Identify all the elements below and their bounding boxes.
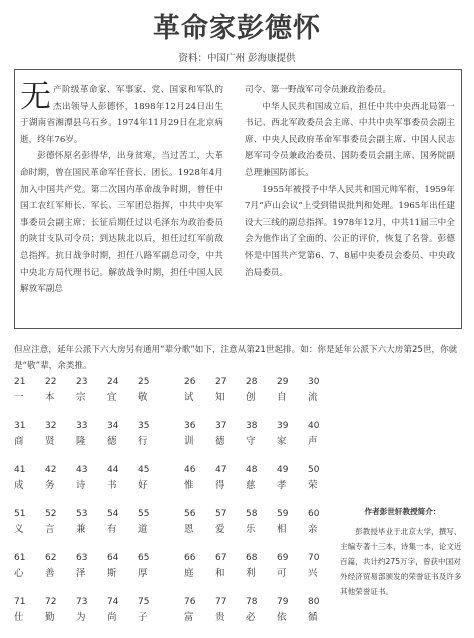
biography-left-column [20, 79, 223, 298]
generation-cell [246, 509, 277, 535]
generation-cell [76, 377, 107, 403]
generation-character: 子 [138, 612, 148, 623]
generation-number: 29 [277, 377, 289, 387]
generation-cell [107, 597, 138, 623]
generation-cell [76, 553, 107, 579]
generation-cell [45, 597, 76, 623]
generation-character: 声 [308, 436, 318, 447]
generation-number: 25 [138, 377, 150, 387]
generation-character: 本 [45, 392, 55, 403]
generation-cell [14, 421, 45, 447]
generation-character: 富 [184, 612, 194, 623]
generation-number: 38 [246, 421, 258, 431]
generation-number: 61 [14, 553, 26, 563]
generation-character: 善 [45, 568, 55, 579]
author-bio-heading: 作者彭世轩教授简介： [364, 507, 441, 516]
biography-paragraph: 司令、第一野战军司令员兼政治委员。 [245, 85, 392, 95]
generation-number: 42 [45, 465, 57, 475]
generation-character: 务 [45, 480, 55, 491]
generation-character: 和 [215, 568, 225, 579]
generation-cell [246, 465, 277, 491]
generation-row [14, 377, 169, 404]
generation-character: 斯 [107, 568, 117, 579]
generation-character: 惟 [184, 480, 194, 491]
biography-paragraph: 中华人民共和国成立后，担任中共中央西北局第一书记、西北军政委员会主席、中共中央军事委员会副主席、中央人民政府革命军事委员会副主席、中国人民志愿军司令员兼政治委员、国防委员会副主席、国务院副总理兼国防部长。 [245, 101, 455, 178]
generation-cell [76, 465, 107, 491]
generation-number: 63 [76, 553, 88, 563]
generation-character: 德 [107, 436, 117, 447]
generation-row [14, 553, 169, 580]
generation-cell [215, 597, 246, 623]
generation-cell [277, 421, 308, 447]
generation-character: 一 [14, 392, 24, 403]
generation-character: 恩 [184, 524, 194, 535]
generation-row [184, 465, 339, 492]
generation-character: 道 [138, 524, 148, 535]
biography-paragraph: 彭德怀原名彭得华，出身贫寒，当过苦工，大革命时期，曾在国民革命军任营长、团长。1928年4月加入中国共产党。第二次国内革命战争时期，曾任中国工农红军师长、军长、三军团总指挥，中共中央军事委员会副主席；长征后期任过以毛泽东为政治委员的陕甘支队司令员；到达陕北以后，担任过红军前敌总指挥。抗日战争时期，担任八路军副总司令，中共中央北方局代理书记。解放战争时期，担任中国人民解放军副总 [20, 151, 223, 295]
generation-cell [76, 597, 107, 623]
generation-character: 成 [14, 480, 24, 491]
generation-character: 商 [14, 436, 24, 447]
generation-character: 荣 [308, 480, 318, 491]
generation-number: 35 [138, 421, 150, 431]
generation-cell [107, 465, 138, 491]
generation-cell [107, 553, 138, 579]
generation-number: 24 [107, 377, 119, 387]
generation-character: 试 [184, 392, 194, 403]
generation-number: 79 [277, 597, 289, 607]
generation-cell [76, 421, 107, 447]
generation-character: 心 [14, 568, 24, 579]
source-line: 资料：中国广州 彭海康提供 [178, 53, 296, 64]
biography-lead-text: 产阶级革命家、军事家、党、国家和军队的杰出领导人彭德怀，1898年12月24日出生于湖南省湘潭县乌石乡。1974年11月29日在北京病逝，终年76岁。 [20, 85, 223, 145]
generation-number: 28 [246, 377, 258, 387]
generation-cell [215, 553, 246, 579]
generation-cell [308, 509, 339, 535]
generation-row [14, 465, 169, 492]
generation-number: 60 [308, 509, 320, 519]
generation-character: 爱 [215, 524, 225, 535]
generation-character: 庭 [184, 568, 194, 579]
generation-character: 知 [215, 392, 225, 403]
generation-character: 勤 [45, 612, 55, 623]
generation-number: 65 [138, 553, 150, 563]
generation-cell [14, 377, 45, 403]
generation-number: 51 [14, 509, 26, 519]
generation-number: 55 [138, 509, 150, 519]
generation-number: 23 [76, 377, 88, 387]
generation-character: 得 [215, 480, 225, 491]
generation-number: 73 [76, 597, 88, 607]
generation-character: 循 [308, 612, 318, 623]
generation-number: 64 [107, 553, 119, 563]
generation-number: 37 [215, 421, 227, 431]
generation-character: 隆 [76, 436, 86, 447]
generation-cell [45, 377, 76, 403]
generation-character: 宗 [76, 392, 86, 403]
generation-cell [277, 597, 308, 623]
generation-character: 训 [184, 436, 194, 447]
generation-character: 家 [277, 436, 287, 447]
generation-cell [138, 553, 169, 579]
generation-cell [308, 597, 339, 623]
generation-cell [14, 597, 45, 623]
generation-cell [277, 553, 308, 579]
generation-number: 50 [308, 465, 320, 475]
generation-number: 52 [45, 509, 57, 519]
generation-character: 孝 [277, 480, 287, 491]
generation-number: 58 [246, 509, 258, 519]
generation-cell [107, 421, 138, 447]
generation-cell [138, 597, 169, 623]
generation-cell [76, 509, 107, 535]
generation-cell [107, 509, 138, 535]
generation-character: 诗 [76, 480, 86, 491]
generation-character: 敬 [138, 392, 148, 403]
generation-cell [138, 509, 169, 535]
generation-cell [246, 377, 277, 403]
biography-paragraph: 1955年被授予中华人民共和国元帅军衔，1959年7月“庐山会议”上受到错误批判和处理。1965年出任建设大三线的副总指挥。1978年12月，中共11届三中全会为他作出了全面的、公正的评价，恢复了名誉。彭德怀是中国共产党第6、7、8届中央委员会委员、中央政治局委员。 [245, 184, 455, 278]
generation-cell [138, 377, 169, 403]
generation-character: 必 [246, 612, 256, 623]
generation-character: 德 [215, 436, 225, 447]
generation-character: 宜 [107, 392, 117, 403]
generation-number: 54 [107, 509, 119, 519]
generation-character: 守 [246, 436, 256, 447]
drop-cap: 无 [20, 79, 51, 115]
generation-row [184, 597, 339, 624]
generation-cell [184, 509, 215, 535]
generation-number: 44 [107, 465, 119, 475]
generation-number: 33 [76, 421, 88, 431]
generation-number: 31 [14, 421, 26, 431]
generation-character: 书 [107, 480, 117, 491]
generation-cell [215, 509, 246, 535]
generation-cell [45, 465, 76, 491]
generation-character: 兴 [308, 568, 318, 579]
generation-character: 为 [76, 612, 86, 623]
generation-row [184, 553, 339, 580]
generation-number: 22 [45, 377, 57, 387]
generation-number: 41 [14, 465, 26, 475]
generation-cell [246, 421, 277, 447]
generation-row [14, 597, 169, 624]
generation-number: 45 [138, 465, 150, 475]
generation-cell [184, 377, 215, 403]
page-title: 革命家彭德怀 [153, 13, 321, 44]
generation-character: 自 [277, 392, 287, 403]
generation-number: 27 [215, 377, 227, 387]
generation-row [14, 509, 169, 536]
generation-row [184, 377, 339, 404]
generation-cell [14, 509, 45, 535]
generation-character: 义 [14, 524, 24, 535]
generation-number: 75 [138, 597, 150, 607]
generation-number: 70 [308, 553, 320, 563]
generation-cell [308, 553, 339, 579]
generation-cell [308, 377, 339, 403]
generation-number: 49 [277, 465, 289, 475]
generation-number: 40 [308, 421, 320, 431]
generation-cell [308, 465, 339, 491]
generation-character: 依 [277, 612, 287, 623]
generation-number: 80 [308, 597, 320, 607]
generation-character: 慈 [246, 480, 256, 491]
generation-character: 言 [45, 524, 55, 535]
generation-cell [184, 553, 215, 579]
generation-number: 68 [246, 553, 258, 563]
generation-cell [184, 597, 215, 623]
generation-cell [138, 421, 169, 447]
generation-number: 67 [215, 553, 227, 563]
generation-number: 53 [76, 509, 88, 519]
generation-number: 62 [45, 553, 57, 563]
generation-character: 行 [138, 436, 148, 447]
generation-cell [184, 465, 215, 491]
generation-number: 36 [184, 421, 196, 431]
generation-character: 利 [246, 568, 256, 579]
generation-cell [14, 553, 45, 579]
generation-cell [215, 465, 246, 491]
generation-character: 仕 [14, 612, 24, 623]
generation-character: 创 [246, 392, 256, 403]
generation-number: 26 [184, 377, 196, 387]
generation-number: 32 [45, 421, 57, 431]
generation-number: 56 [184, 509, 196, 519]
generation-character: 兼 [76, 524, 86, 535]
generation-row [14, 421, 169, 448]
generation-cell [246, 597, 277, 623]
generation-cell [45, 509, 76, 535]
generation-cell [14, 465, 45, 491]
generation-number: 59 [277, 509, 289, 519]
generation-number: 69 [277, 553, 289, 563]
generation-number: 72 [45, 597, 57, 607]
generation-cell [45, 421, 76, 447]
generation-cell [277, 465, 308, 491]
author-bio-text: 彭教授毕业于北京大学，撰写、主编专著十三本，诗集一本，论文近百篇，共计约275万字，曾获中国对外经济贸易部颁发的荣誉证书及许多其他荣誉证书。 [340, 527, 462, 596]
generation-number: 74 [107, 597, 119, 607]
biography-paragraph [20, 79, 223, 148]
generation-cell [308, 421, 339, 447]
generation-character: 尚 [107, 612, 117, 623]
generation-number: 48 [246, 465, 258, 475]
generation-number: 47 [215, 465, 227, 475]
generation-number: 77 [215, 597, 227, 607]
generation-character: 泽 [76, 568, 86, 579]
generation-character: 贵 [215, 612, 225, 623]
generation-cell [45, 553, 76, 579]
generation-cell [277, 509, 308, 535]
generation-cell [107, 377, 138, 403]
generation-character: 好 [138, 480, 148, 491]
generation-cell [138, 465, 169, 491]
author-bio [340, 504, 465, 599]
generation-number: 78 [246, 597, 258, 607]
generation-cell [277, 377, 308, 403]
generation-character: 流 [308, 392, 318, 403]
generation-number: 30 [308, 377, 320, 387]
generation-number: 34 [107, 421, 119, 431]
generation-character: 厚 [138, 568, 148, 579]
generation-number: 46 [184, 465, 196, 475]
generation-row [184, 509, 339, 536]
generation-number: 43 [76, 465, 88, 475]
generation-character: 贤 [45, 436, 55, 447]
generation-cell [215, 421, 246, 447]
generation-number: 76 [184, 597, 196, 607]
generation-character: 乐 [246, 524, 256, 535]
generation-cell [184, 421, 215, 447]
generation-number: 39 [277, 421, 289, 431]
generation-character: 相 [277, 524, 287, 535]
generation-cell [246, 553, 277, 579]
generation-character: 亲 [308, 524, 318, 535]
generation-number: 71 [14, 597, 26, 607]
generation-character: 有 [107, 524, 117, 535]
generation-number: 21 [14, 377, 26, 387]
generation-row [184, 421, 339, 448]
generation-number: 57 [215, 509, 227, 519]
generation-poem-intro: 但应注意，延年公派下六大房另有通用“辈分歌”如下，注意从第21世起排。如：你是延年公派下六大房第25世，你就是“敬”辈，余类推。 [14, 345, 458, 371]
biography-right-column [245, 82, 455, 281]
generation-character: 可 [277, 568, 287, 579]
generation-cell [215, 377, 246, 403]
generation-number: 66 [184, 553, 196, 563]
